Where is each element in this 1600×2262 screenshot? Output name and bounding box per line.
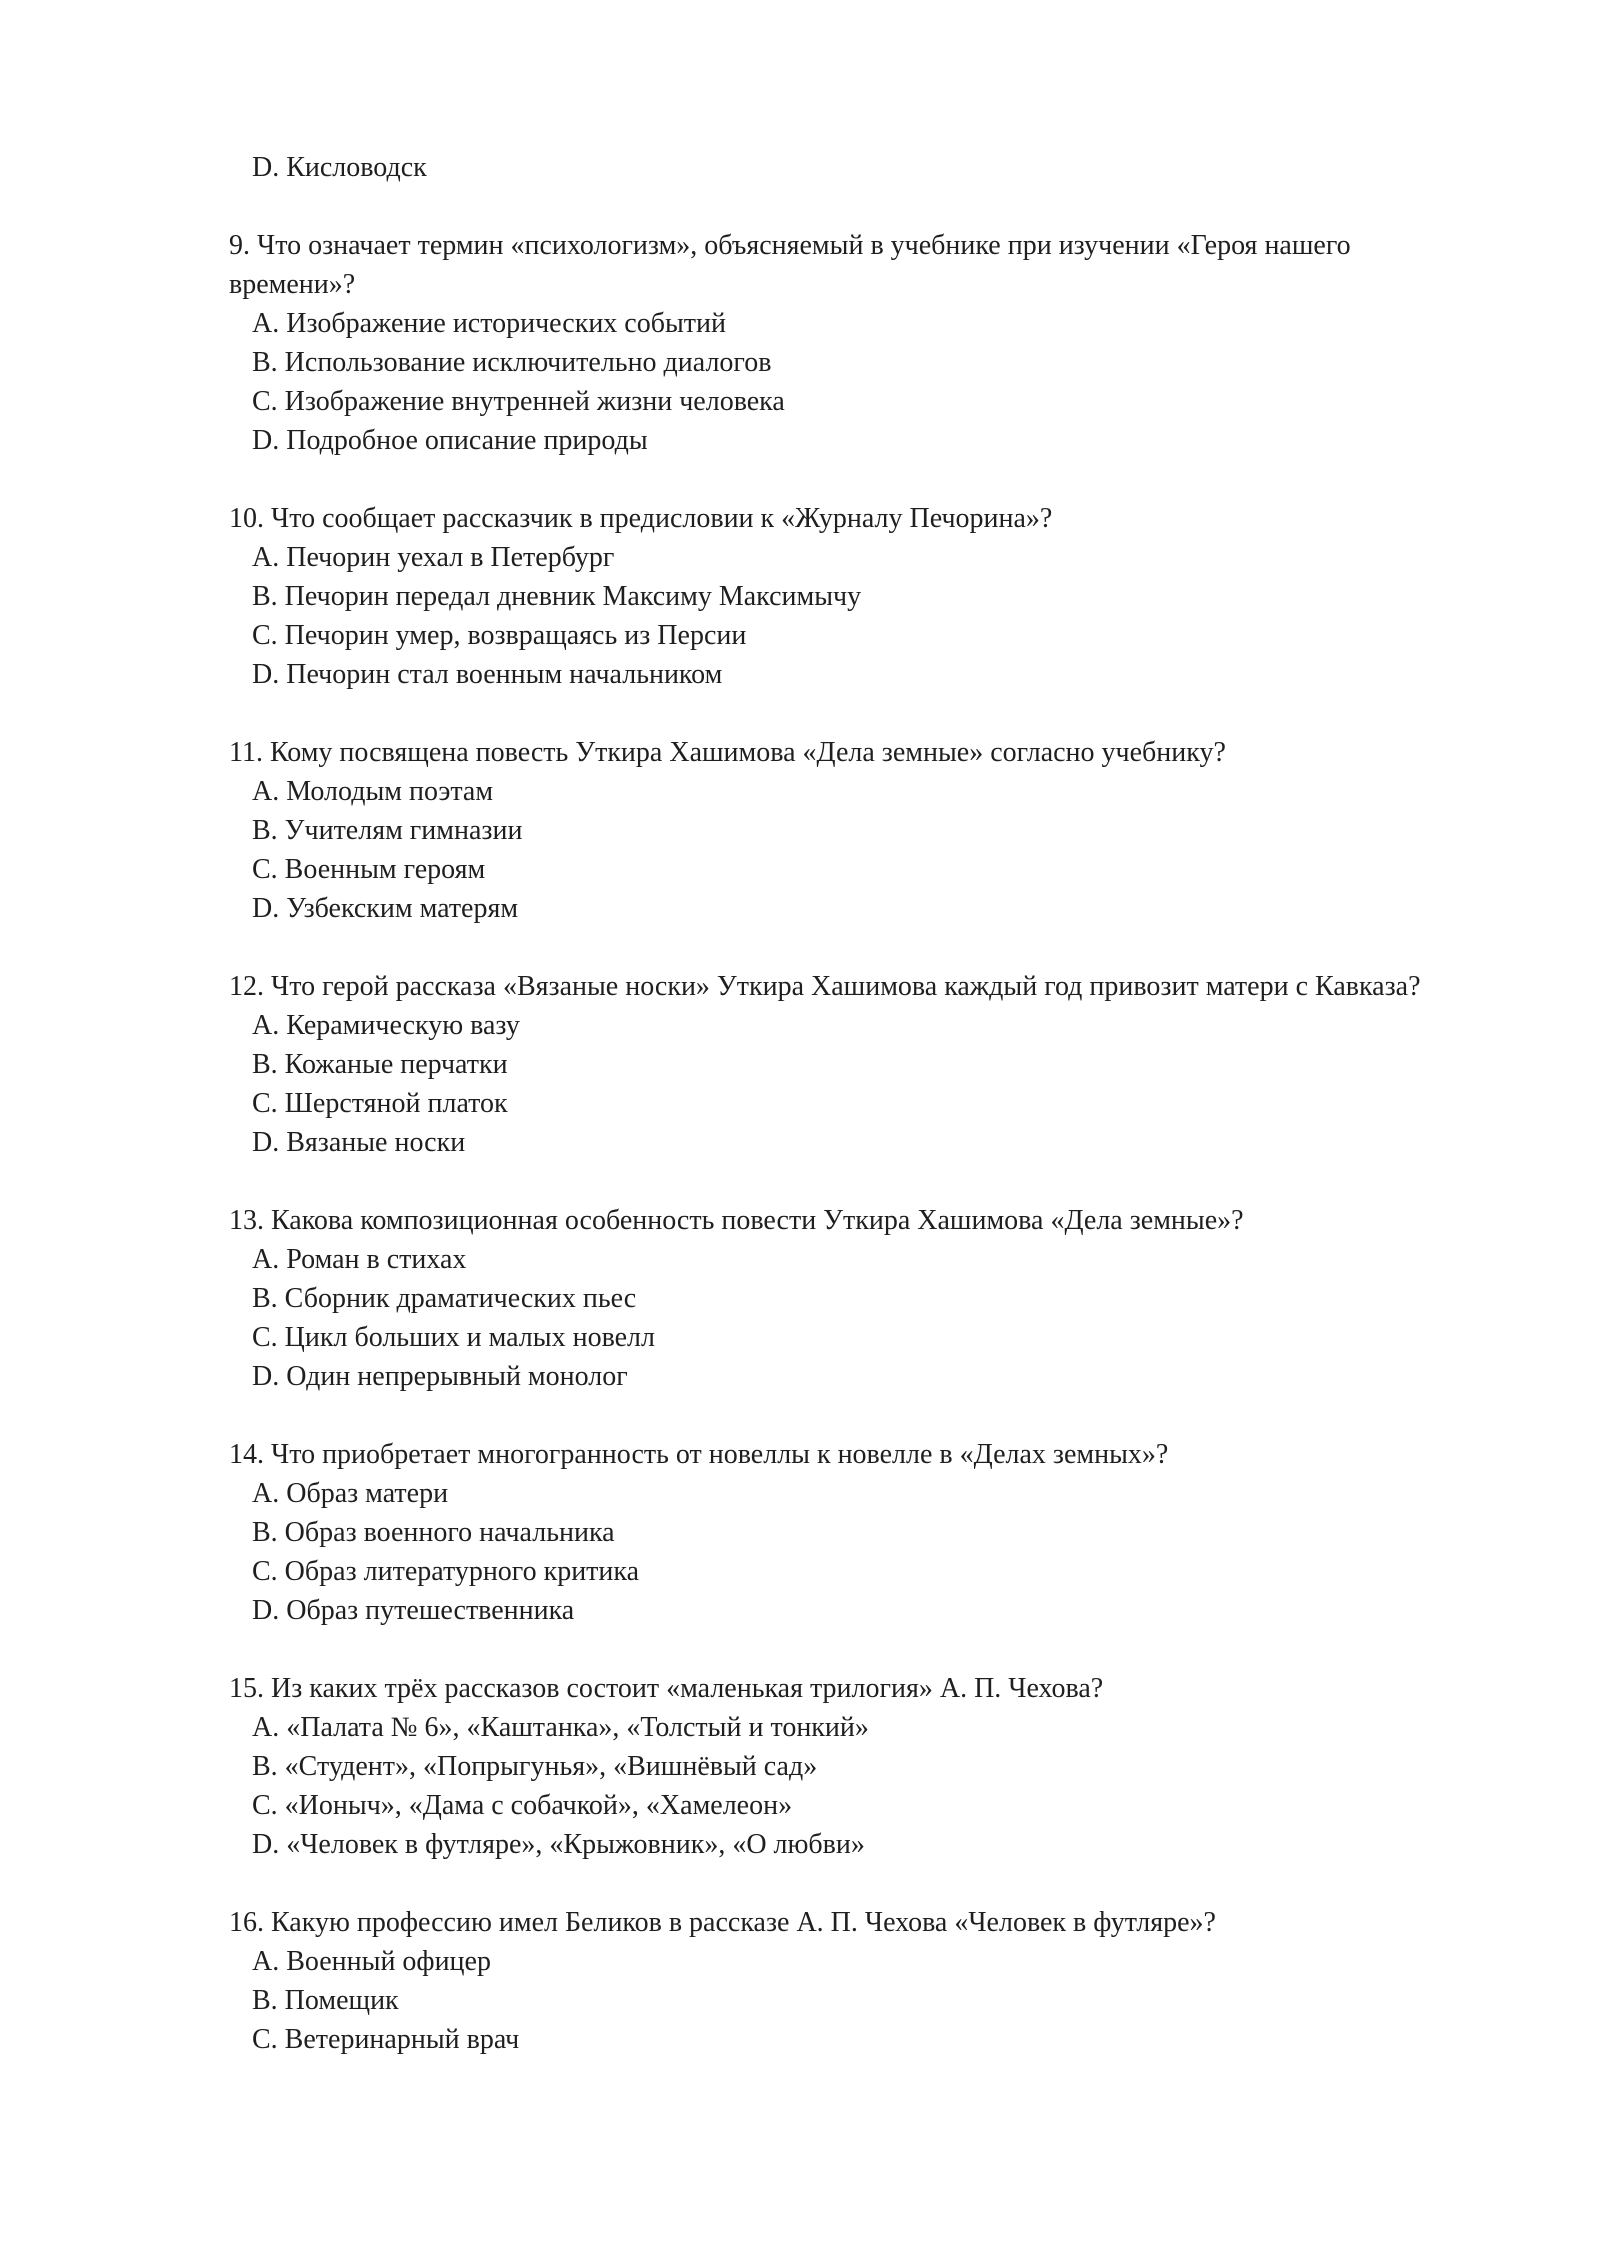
answer-option: A. Керамическую вазу [252, 1010, 520, 1041]
question-block [229, 733, 1429, 928]
question-text: 12. Что герой рассказа «Вязаные носки» Уткира Хашимова каждый год привозит матери с Кавказа? [229, 971, 1421, 1002]
answer-option: B. Сборник драматических пьес [252, 1283, 637, 1314]
question-text: 10. Что сообщает рассказчик в предисловии к «Журналу Печорина»? [229, 503, 1053, 534]
answer-option: A. Образ матери [252, 1478, 449, 1509]
answer-option: C. Печорин умер, возвращаясь из Персии [252, 620, 747, 651]
answer-option: C. «Ионыч», «Дама с собачкой», «Хамелеон» [252, 1790, 793, 1821]
answer-option: C. Изображение внутренней жизни человека [252, 386, 785, 417]
answer-option: A. Печорин уехал в Петербург [252, 542, 615, 573]
answer-option: A. Военный офицер [252, 1946, 491, 1977]
question-block [229, 1903, 1429, 2059]
question-text: 15. Из каких трёх рассказов состоит «маленькая трилогия» А. П. Чехова? [229, 1673, 1104, 1704]
answer-option: A. Изображение исторических событий [252, 308, 726, 339]
answer-option: B. Печорин передал дневник Максиму Максимычу [252, 581, 862, 612]
answer-option: D. Один непрерывный монолог [252, 1361, 628, 1392]
question-block [229, 1201, 1429, 1396]
answer-option: B. «Студент», «Попрыгунья», «Вишнёвый сад» [252, 1751, 818, 1782]
question-text: 9. Что означает термин «психологизм», объясняемый в учебнике при изучении «Героя нашего времени»? [229, 230, 1351, 300]
answer-option: D. Образ путешественника [252, 1595, 575, 1626]
answer-option: B. Учителям гимназии [252, 815, 523, 846]
question-block [229, 499, 1429, 694]
answer-option: D. Печорин стал военным начальником [252, 659, 723, 690]
question-text: 11. Кому посвящена повесть Уткира Хашимова «Дела земные» согласно учебнику? [229, 737, 1226, 768]
answer-option: A. Молодым поэтам [252, 776, 494, 807]
question-block [229, 1435, 1429, 1630]
answer-option: D. Вязаные носки [252, 1127, 466, 1158]
answer-option: C. Шерстяной платок [252, 1088, 508, 1119]
answer-option: C. Образ литературного критика [252, 1556, 640, 1587]
answer-option: A. Роман в стихах [252, 1244, 467, 1275]
question-block [229, 967, 1429, 1162]
question-text: 14. Что приобретает многогранность от новеллы к новелле в «Делах земных»? [229, 1439, 1169, 1470]
answer-option: D. Кисловодск [252, 152, 427, 183]
answer-option: D. Узбекским матерям [252, 893, 519, 924]
question-text: 13. Какова композиционная особенность повести Уткира Хашимова «Дела земные»? [229, 1205, 1244, 1236]
answer-option: D. «Человек в футляре», «Крыжовник», «О любви» [252, 1829, 865, 1860]
answer-option: C. Военным героям [252, 854, 486, 885]
answer-option: D. Подробное описание природы [252, 425, 648, 456]
answer-option: B. Образ военного начальника [252, 1517, 615, 1548]
carryover-options [229, 148, 1429, 187]
answer-option: C. Ветеринарный врач [252, 2024, 520, 2055]
question-block [229, 226, 1429, 460]
answer-option: A. «Палата № 6», «Каштанка», «Толстый и тонкий» [252, 1712, 869, 1743]
answer-option: C. Цикл больших и малых новелл [252, 1322, 656, 1353]
answer-option: B. Кожаные перчатки [252, 1049, 508, 1080]
answer-option: B. Использование исключительно диалогов [252, 347, 772, 378]
answer-option: B. Помещик [252, 1985, 399, 2016]
question-block [229, 1669, 1429, 1864]
question-text: 16. Какую профессию имел Беликов в рассказе А. П. Чехова «Человек в футляре»? [229, 1907, 1216, 1938]
document-page [229, 148, 1429, 2098]
